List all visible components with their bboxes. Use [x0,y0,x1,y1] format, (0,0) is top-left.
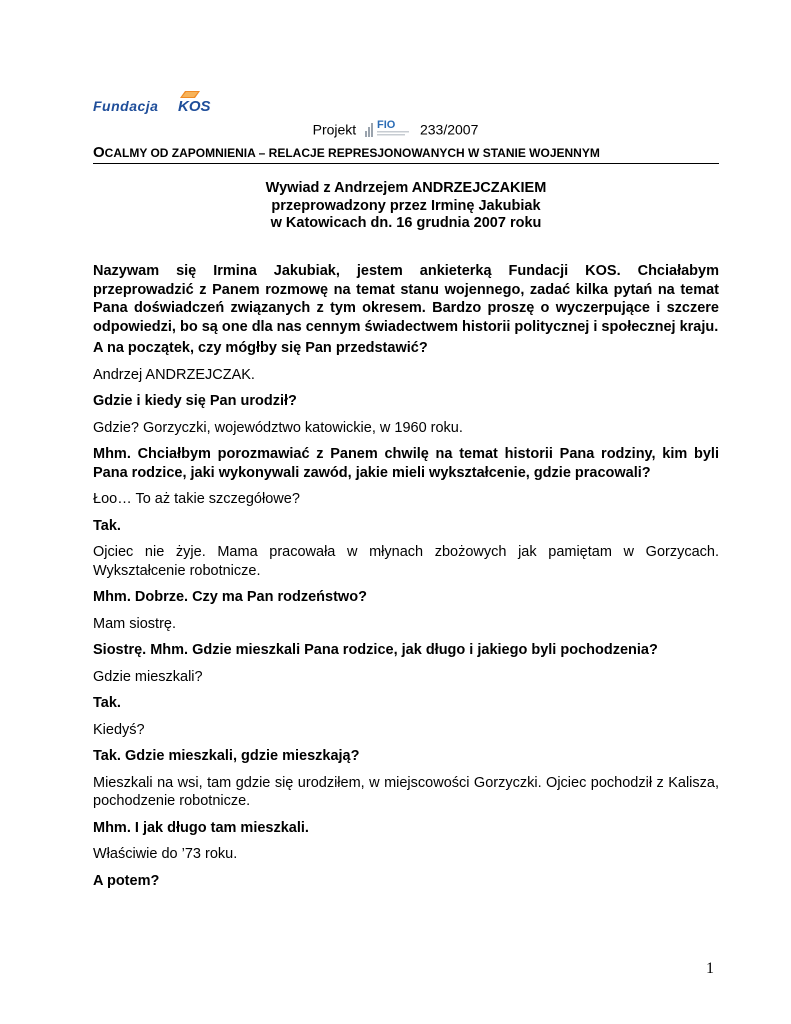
answer: Andrzej ANDRZEJCZAK. [93,366,255,383]
fio-logo-icon [364,117,412,139]
project-title-initial: O [93,144,105,161]
project-prefix: Projekt [312,121,357,138]
question: Siostrę. Mhm. Gdzie mieszkali Pana rodzice, jak długo i jakiego byli pochodzenia? [93,642,658,658]
question: Tak. [93,517,121,534]
interview-title-line-1: Wywiad z Andrzejem ANDRZEJCZAKIEM [265,180,547,196]
page-number: 1 [706,960,714,977]
project-title [93,145,719,164]
interview-title-line-3: w Katowicach dn. 16 grudnia 2007 roku [270,215,542,231]
answer: Gdzie mieszkali? [93,668,203,685]
logo-word: Fundacja [93,98,159,114]
fundacja-kos-logo [93,90,223,120]
question: Mhm. Dobrze. Czy ma Pan rodzeństwo? [93,589,367,605]
project-number: 233/2007 [419,121,479,138]
project-line [0,120,791,142]
answer: Ojciec nie żyje. Mama pracowała w młynach zbożowych jak pamiętam w Gorzycach. Wykształcenie robotnicze. [93,544,719,579]
question: Tak. [93,695,121,711]
interview-title [93,180,719,233]
logo-brand: KOS [178,98,211,115]
interview-content [93,262,719,898]
answer: Łoo… To aż takie szczegółowe? [93,491,300,507]
question: Mhm. I jak długo tam mieszkali. [93,819,309,836]
intro-paragraph: Nazywam się Irmina Jakubiak, jestem ankieterką Fundacji KOS. Chciałabym przeprowadzić z Panem rozmowę na temat stanu wojennego, zadać kilka pytań na temat Pana doświadczeń związanych z tym okresem. Bardzo proszę o wyczerpujące i szczere odpowiedzi, bo są one dla nas cennym świadectwem historii politycznej i społecznej kraju. [93,263,719,335]
question: Mhm. Chciałbym porozmawiać z Panem chwilę na temat historii Pana rodziny, kim byli Pana rodzice, jaki wykonywali zawód, jakie mieli wykształcenie, gdzie pracowali? [93,446,719,481]
fio-logo-text: FIO [377,119,396,131]
project-title-rest: CALMY OD ZAPOMNIENIA – RELACJE REPRESJONOWANYCH W STANIE WOJENNYM [104,146,600,160]
answer: Właściwie do ’73 roku. [93,846,238,862]
question: A potem? [93,872,160,889]
answer: Mieszkali na wsi, tam gdzie się urodziłem, w miejscowości Gorzyczki. Ojciec pochodził z Kalisza, pochodzenie robotnicze. [93,774,719,809]
answer: Mam siostrę. [93,615,176,632]
answer: Gdzie? Gorzyczki, województwo katowickie, w 1960 roku. [93,419,463,436]
question: Tak. Gdzie mieszkali, gdzie mieszkają? [93,748,360,764]
interview-title-line-2: przeprowadzony przez Irminę Jakubiak [271,197,541,214]
question: Gdzie i kiedy się Pan urodził? [93,393,297,409]
question: A na początek, czy mógłby się Pan przedstawić? [93,340,428,356]
answer: Kiedyś? [93,721,145,738]
dialogue [93,339,719,890]
